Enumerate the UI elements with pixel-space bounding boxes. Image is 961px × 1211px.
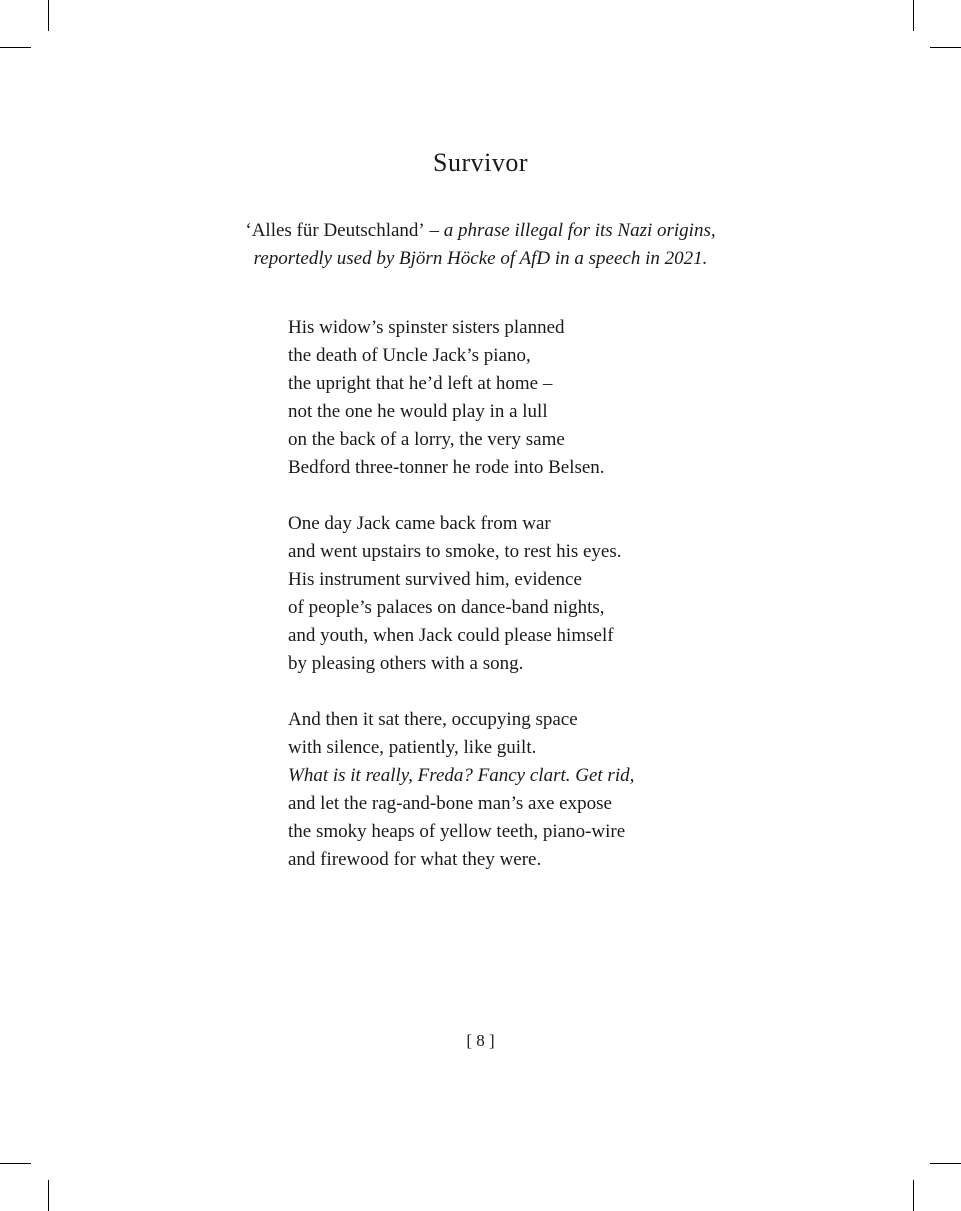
stanza	[288, 706, 928, 874]
poem-line: by pleasing others with a song.	[288, 653, 524, 674]
epigraph-line	[0, 217, 961, 245]
poem-line: and let the rag-and-bone man’s axe expose	[288, 793, 612, 814]
crop-mark	[0, 47, 31, 48]
crop-mark	[913, 0, 914, 31]
poem-line: the upright that he’d left at home –	[288, 373, 553, 394]
poem-line: and youth, when Jack could please himself	[288, 625, 614, 646]
poem-line: not the one he would play in a lull	[288, 401, 548, 422]
poem-title: Survivor	[433, 148, 528, 177]
poem-line: One day Jack came back from war	[288, 513, 551, 534]
poem-line: His widow’s spinster sisters planned	[288, 317, 565, 338]
poem-line: on the back of a lorry, the very same	[288, 429, 565, 450]
crop-mark	[930, 47, 961, 48]
crop-mark	[0, 1163, 31, 1164]
stanza	[288, 314, 928, 482]
poem-line: the smoky heaps of yellow teeth, piano-wire	[288, 821, 626, 842]
poem-line-italic: What is it really, Freda? Fancy clart. Get rid,	[288, 765, 635, 786]
epigraph	[0, 217, 961, 273]
page-number: [ 8 ]	[466, 1031, 495, 1050]
poem-line: of people’s palaces on dance-band nights,	[288, 597, 605, 618]
crop-mark	[48, 0, 49, 31]
poem-line: with silence, patiently, like guilt.	[288, 737, 537, 758]
epigraph-note: – a phrase illegal for its Nazi origins,	[424, 220, 716, 241]
poem-line: and firewood for what they were.	[288, 849, 542, 870]
poem-body	[288, 314, 928, 902]
epigraph-line: reportedly used by Björn Höcke of AfD in a speech in 2021.	[253, 248, 708, 269]
crop-mark	[930, 1163, 961, 1164]
poem-line: His instrument survived him, evidence	[288, 569, 582, 590]
crop-mark	[48, 1180, 49, 1211]
epigraph-quote: ‘Alles für Deutschland’	[245, 220, 425, 241]
poem-line: and went upstairs to smoke, to rest his eyes.	[288, 541, 622, 562]
poem-line: Bedford three-tonner he rode into Belsen.	[288, 457, 605, 478]
poem-line: the death of Uncle Jack’s piano,	[288, 345, 531, 366]
poem-line: And then it sat there, occupying space	[288, 709, 578, 730]
crop-mark	[913, 1180, 914, 1211]
stanza	[288, 510, 928, 678]
